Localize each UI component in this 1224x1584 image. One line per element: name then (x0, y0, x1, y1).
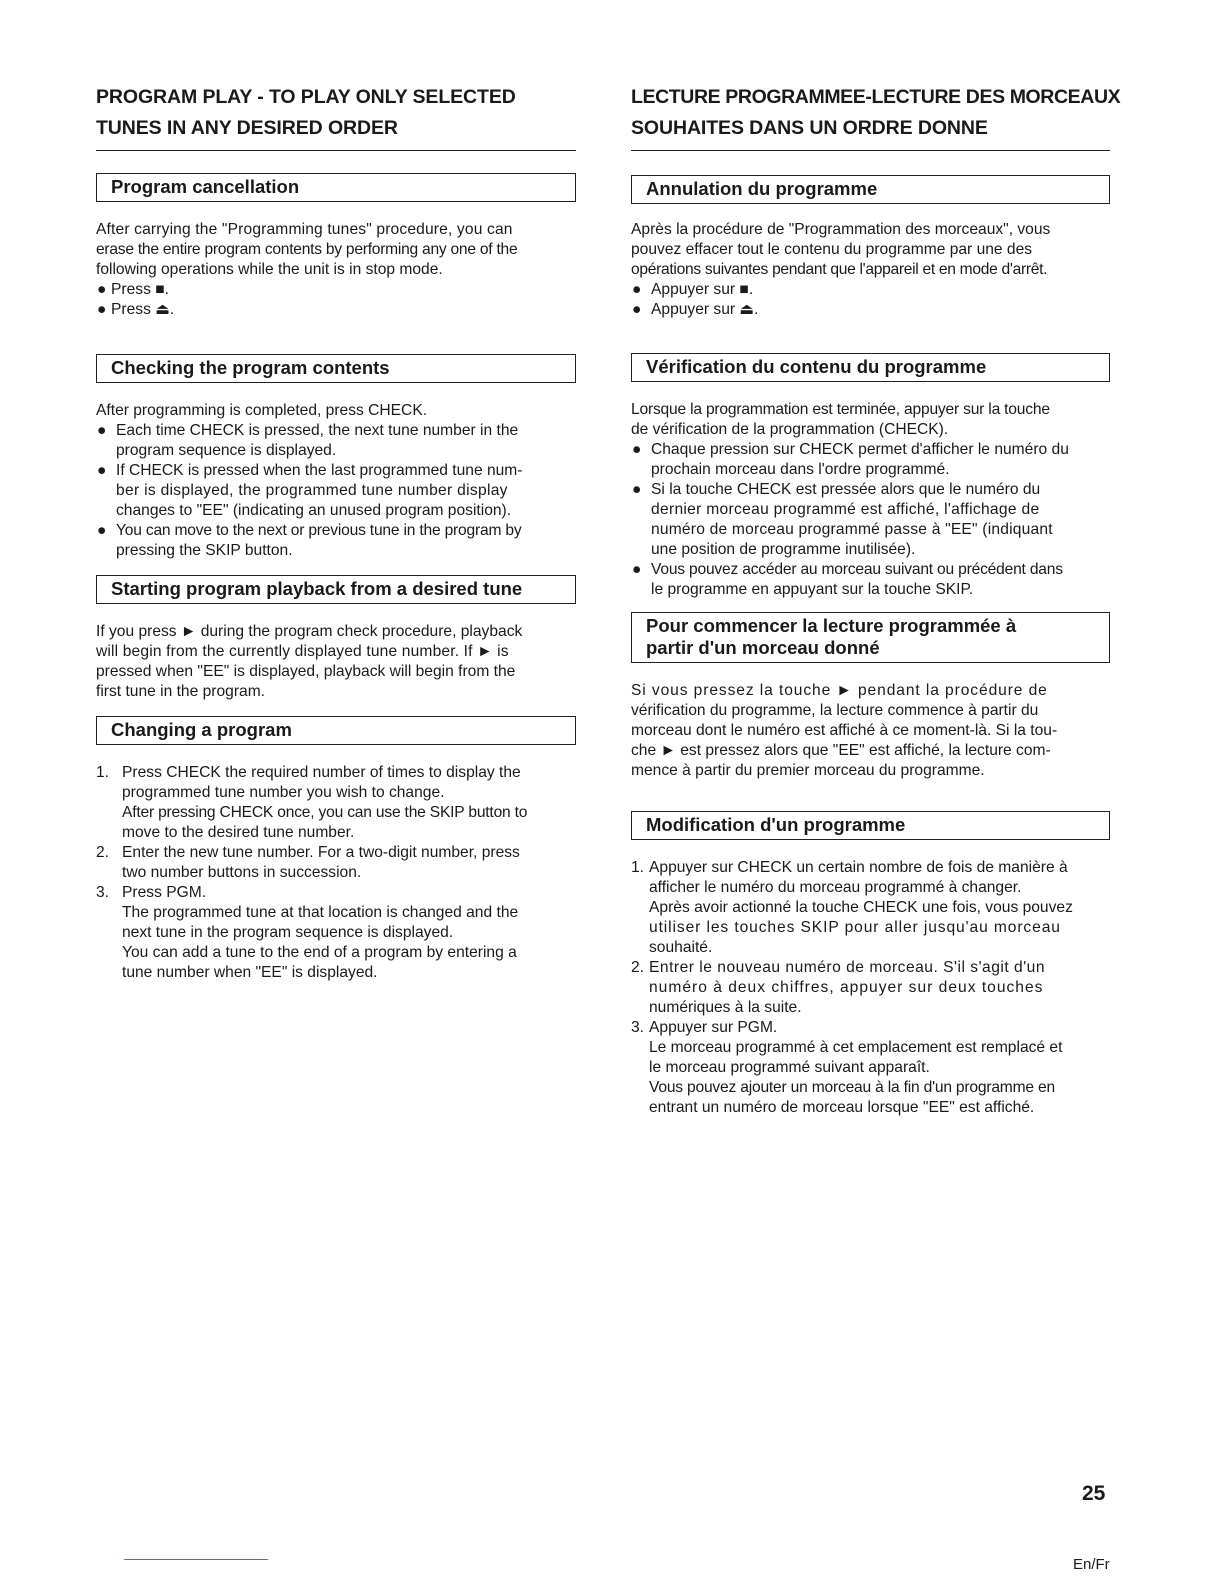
bullet: ● Press ⏏. (97, 301, 175, 318)
section-annulation: Après la procédure de "Programmation des morceaux", vous pouvez effacer tout le contenu du programme par une des opérations suivantes pendant que l'appareil et en mode d'arrêt. ● Appuyer sur ■. ● Appuyer sur ⏏. (631, 220, 1110, 320)
section-modification (631, 858, 1110, 1118)
list-item: 1. Appuyer sur CHECK un certain nombre de fois de manière à afficher le numéro du morceau programmé à changer. Après avoir actionné la touche CHECK une fois, vous pouvez utiliser les touches SKIP pour aller jusqu'au morceau souhaité. (631, 859, 1073, 956)
list-item: 1. Press CHECK the required number of times to display the programmed tune number you wish to change. After pressing CHECK once, you can use the SKIP button to move to the desired tune number. (96, 764, 528, 841)
section-checking-program: After programming is completed, press CHECK. ● Each time CHECK is pressed, the next tune number in the program sequence is displayed. ● If CHECK is pressed when the last programmed tune num- ber is displayed, the programmed tune number display changes to "EE" (indicating an unused program position). ● You can move to the next or previous tune in the program by pressing the SKIP button. (96, 401, 576, 561)
bullet: ● Appuyer sur ■. (632, 281, 754, 298)
list-item: 3. Appuyer sur PGM. Le morceau programmé à cet emplacement est remplacé et le morceau programmé suivant apparaît. Vous pouvez ajouter un morceau à la fin d'un programme en entrant un numéro de morceau lorsque "EE" est affiché. (631, 1019, 1063, 1116)
english-column (96, 82, 576, 983)
section-starting-playback: If you press ► during the program check procedure, playback will begin from the currently displayed tune number. If ► is pressed when "EE" is displayed, playback will begin from the first tune in the program. (96, 623, 523, 700)
heading-pour-commencer: Pour commencer la lecture programmée à partir d'un morceau donné (631, 612, 1110, 663)
bullet: ● Vous pouvez accéder au morceau suivant ou précédent dans le programme en appuyant sur la touche SKIP. (632, 561, 1063, 598)
bullet: ● If CHECK is pressed when the last programmed tune num- ber is displayed, the programmed tune number display changes to "EE" (indicating an unused program position). (97, 462, 523, 519)
bullet: ● You can move to the next or previous tune in the program by pressing the SKIP button. (97, 522, 522, 559)
list-item: 2. Enter the new tune number. For a two-digit number, press two number buttons in succession. (96, 844, 520, 881)
section-program-cancellation: After carrying the "Programming tunes" procedure, you can erase the entire program contents by performing any one of the following operations while the unit is in stop mode. ● Press ■. ● Press ⏏. (96, 220, 576, 320)
heading-annulation: Annulation du programme (631, 175, 1110, 204)
heading-starting-playback: Starting program playback from a desired tune (96, 575, 576, 604)
bullet: ● Press ■. (97, 281, 169, 298)
heading-modification: Modification d'un programme (631, 811, 1110, 840)
section-changing-program (96, 763, 576, 983)
footer-rule (124, 1559, 268, 1560)
heading-checking-program: Checking the program contents (96, 354, 576, 383)
bullet: ● Si la touche CHECK est pressée alors que le numéro du dernier morceau programmé est affiché, l'affichage de numéro de morceau programmé passe à "EE" (indiquant une position de programme inutilisée). (632, 481, 1053, 558)
bullet: ● Chaque pression sur CHECK permet d'afficher le numéro du prochain morceau dans l'ordre programmé. (632, 441, 1069, 478)
heading-changing-program: Changing a program (96, 716, 576, 745)
section-verification: Lorsque la programmation est terminée, appuyer sur la touche de vérification de la programmation (CHECK). ● Chaque pression sur CHECK permet d'afficher le numéro du prochain morceau dans l'ordre programmé. ● Si la touche CHECK est pressée alors que le numéro du dernier morceau programmé est affiché, l'affichage de numéro de morceau programmé passe à "EE" (indiquant une position de programme inutilisée). ● Vous pouvez accéder au morceau suivant ou précédent dans le programme en appuyant sur la touche SKIP. (631, 400, 1110, 600)
page-title-en: PROGRAM PLAY - TO PLAY ONLY SELECTED TUNES IN ANY DESIRED ORDER (96, 82, 576, 151)
section-pour-commencer: Si vous pressez la touche ► pendant la procédure de vérification du programme, la lecture commence à partir du morceau dont le numéro est affiché à ce moment-là. Si la tou- che ► est pressez alors que "EE" est affiché, la lecture com- mence à partir du premier morceau du programme. (631, 682, 1058, 779)
page-number: 25 (1082, 1482, 1106, 1505)
heading-verification: Vérification du contenu du programme (631, 353, 1110, 382)
heading-program-cancellation: Program cancellation (96, 173, 576, 202)
bullet: ● Each time CHECK is pressed, the next tune number in the program sequence is displayed. (97, 422, 519, 459)
list-item: 3. Press PGM. The programmed tune at that location is changed and the next tune in the program sequence is displayed. You can add a tune to the end of a program by entering a tune number when "EE" is displayed. (96, 884, 519, 981)
bullet: ● Appuyer sur ⏏. (632, 301, 759, 318)
language-code: En/Fr (1073, 1556, 1110, 1573)
list-item: 2. Entrer le nouveau numéro de morceau. S'il s'agit d'un numéro à deux chiffres, appuyer sur deux touches numériques à la suite. (631, 959, 1046, 1016)
french-column (631, 82, 1121, 1118)
page-title-fr: LECTURE PROGRAMMEE-LECTURE DES MORCEAUX SOUHAITES DANS UN ORDRE DONNE (631, 82, 1110, 151)
